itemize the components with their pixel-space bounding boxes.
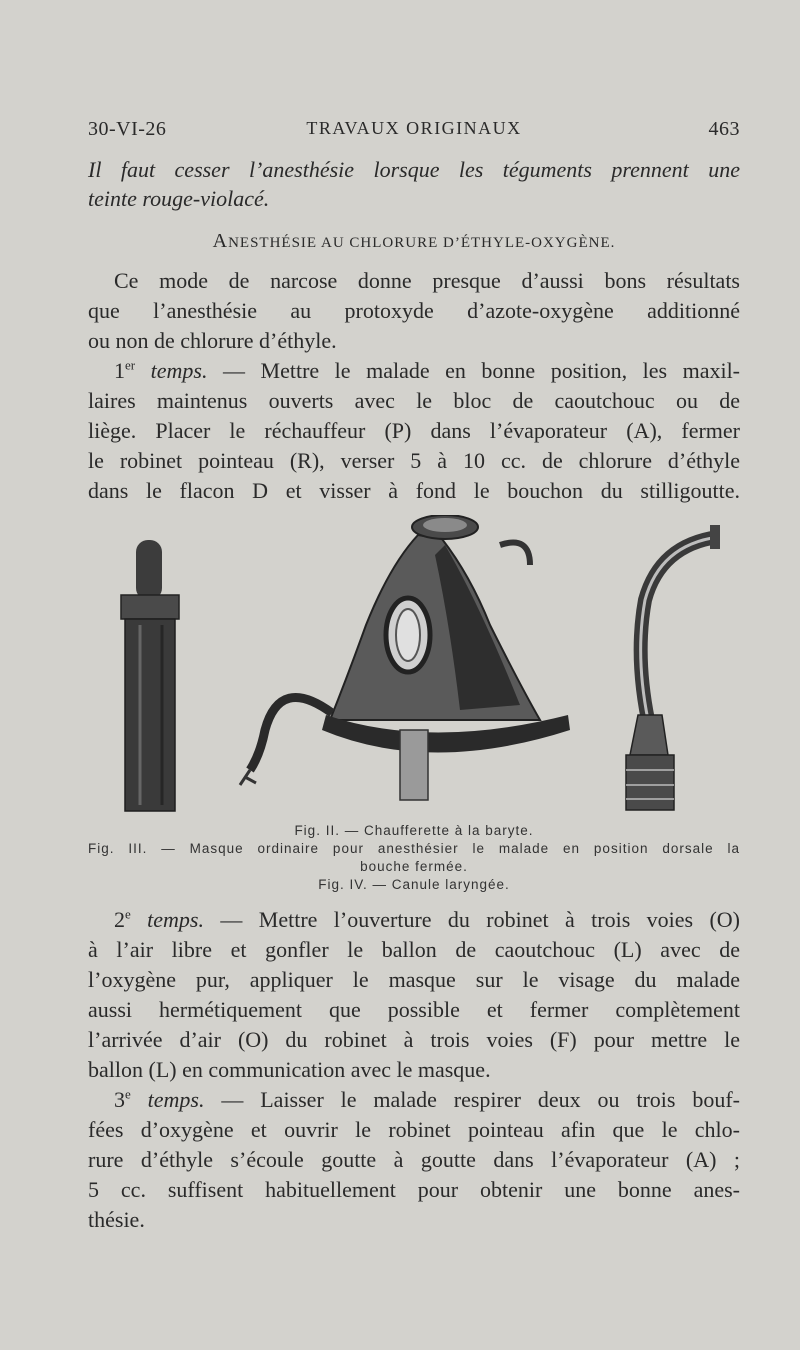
caption-fig3-line2: bouche fermée. <box>360 859 468 874</box>
step2-number: 2 <box>114 907 125 932</box>
step3-line-3: rure d’éthyle s’écoule goutte à goutte dans l’évaporateur (A) ; <box>88 1147 740 1172</box>
step3-first-rest: — Laisser le malade respirer deux ou trois bouf- <box>221 1087 740 1112</box>
step1-line-4: le robinet pointeau (R), verser 5 à 10 cc. de chlorure d’éthyle <box>88 448 740 473</box>
step1-label: temps. <box>150 358 208 383</box>
intro-line-2: teinte rouge-violacé. <box>88 186 270 211</box>
step2-line-3: l’oxygène pur, appliquer le masque sur le visage du malade <box>88 967 740 992</box>
step1-line-2: laires maintenus ouverts avec le bloc de caoutchouc ou de <box>88 388 740 413</box>
section-title-initial: A <box>212 230 229 252</box>
step1-line-3: liège. Placer le réchauffeur (P) dans l’évaporateur (A), fermer <box>88 418 740 443</box>
cannula-illustration <box>626 525 720 810</box>
figure-captions <box>88 822 740 894</box>
step1-line-1 <box>88 356 740 386</box>
header-title: TRAVAUX ORIGINAUX <box>306 118 522 138</box>
step3-line-1 <box>88 1085 740 1115</box>
step3-label: temps. <box>147 1087 205 1112</box>
figure-illustration <box>100 515 740 815</box>
step2-label: temps. <box>147 907 204 932</box>
caption-fig3-line1: Fig. III. — Masque ordinaire pour anesthésier le malade en position dorsale la <box>88 841 740 856</box>
para1-line-2: que l’anesthésie au protoxyde d’azote-oxygène additionné <box>88 298 740 323</box>
mask-illustration <box>240 515 570 800</box>
step2-first-rest: — Mettre l’ouverture du robinet à trois voies (O) <box>220 907 741 932</box>
para1-line-3: ou non de chlorure d’éthyle. <box>88 328 337 353</box>
step3-line-5: thésie. <box>88 1207 145 1232</box>
section-title-rest: NESTHÉSIE AU CHLORURE D’ÉTHYLE-OXYGÈNE. <box>228 235 616 251</box>
step1-first-rest: — Mettre le malade en bonne position, les maxil- <box>223 358 741 383</box>
header-date: 30-VI-26 <box>88 118 167 140</box>
step2-line-5: l’arrivée d’air (O) du robinet à trois voies (F) pour mettre le <box>88 1027 740 1052</box>
step1-number: 1 <box>114 358 125 383</box>
para1-line-1: Ce mode de narcose donne presque d’aussi bons résultats <box>114 268 740 293</box>
step3-sup: e <box>125 1086 131 1102</box>
step2-line-4: aussi hermétiquement que possible et fermer complètement <box>88 997 740 1022</box>
section-title <box>88 230 740 253</box>
caption-fig2: Fig. II. — Chaufferette à la baryte. <box>294 823 534 838</box>
caption-fig4: Fig. IV. — Canule laryngée. <box>318 877 510 892</box>
step3-line-2: fées d’oxygène et ouvrir le robinet pointeau afin que le chlo- <box>88 1117 740 1142</box>
running-header <box>88 118 740 146</box>
step1-sup: er <box>125 357 136 373</box>
step3-number: 3 <box>114 1087 125 1112</box>
step2-line-1 <box>88 905 740 935</box>
intro-line-1: Il faut cesser l’anesthésie lorsque les téguments prennent une <box>88 157 740 182</box>
step2-line-6: ballon (L) en communication avec le masque. <box>88 1057 491 1082</box>
step1-line-5: dans le flacon D et visser à fond le bouchon du stilligoutte. <box>88 478 740 503</box>
page-number: 463 <box>708 118 740 140</box>
heater-illustration <box>121 540 179 811</box>
step2-sup: e <box>125 906 131 922</box>
step3-line-4: 5 cc. suffisent habituellement pour obtenir une bonne anes- <box>88 1177 740 1202</box>
step2-line-2: à l’air libre et gonfler le ballon de caoutchouc (L) avec de <box>88 937 740 962</box>
